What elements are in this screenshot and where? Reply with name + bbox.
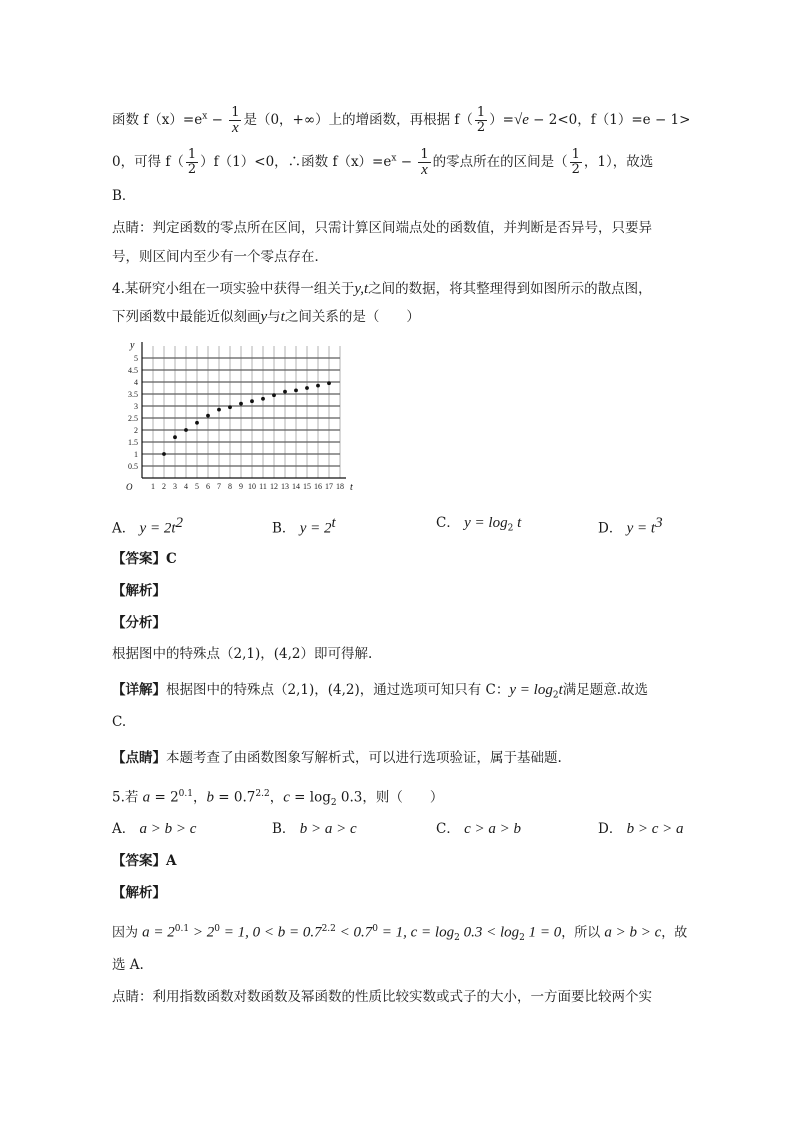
y-tick-label: 0.5 — [128, 462, 138, 471]
tick-labels — [126, 340, 353, 493]
text: 0，可得 f（ — [112, 154, 184, 170]
y-tick-label: 3 — [134, 402, 138, 411]
option-expr: b > a > c — [299, 821, 357, 837]
option-expr: t — [513, 515, 522, 531]
x-tick-label: 1 — [151, 482, 155, 491]
solution-5-line-1 — [112, 919, 688, 948]
text: ）f（1）<0，∴函数 f（x）=e — [200, 154, 392, 170]
data-point-16 — [327, 381, 331, 385]
denominator: 2 — [476, 120, 486, 135]
sub: 2 — [519, 932, 525, 943]
option-label: A． — [112, 520, 136, 537]
option-expr: y = t — [626, 520, 656, 537]
x-tick-label: 9 — [239, 482, 243, 491]
answer-4: 【答案】C — [112, 551, 177, 567]
option-b[interactable] — [272, 513, 336, 539]
math: y = log — [509, 682, 553, 698]
sup: 0.1 — [178, 789, 193, 799]
math: < 0.7 — [335, 924, 373, 941]
math: a > b > c — [604, 924, 662, 941]
solution-line-2 — [112, 148, 682, 177]
numerator: 1 — [571, 147, 580, 162]
sup: 0.1 — [174, 924, 190, 934]
text: 的零点所在的区间是（ — [432, 154, 568, 170]
option-label: D． — [598, 821, 623, 837]
sup: 0 — [372, 924, 379, 934]
data-point-14 — [305, 386, 309, 390]
y-tick-label: 5 — [134, 354, 138, 363]
text: 5.若 — [112, 789, 143, 806]
data-point-7 — [228, 405, 232, 409]
x-tick-label: 10 — [248, 482, 256, 491]
numerator: 1 — [476, 105, 486, 120]
text: 本题考查了由函数图象写解析式，可以进行选项验证，属于基础题. — [166, 750, 562, 766]
math: = 1, c = log — [378, 924, 455, 941]
math: 1 = 0 — [524, 924, 562, 941]
y-tick-label: 1.5 — [128, 438, 138, 447]
q5-option-d[interactable] — [598, 819, 684, 839]
math: y,t — [354, 281, 369, 297]
x-tick-label: 5 — [195, 482, 199, 491]
sup: 0 — [214, 924, 220, 934]
text: ）= — [489, 112, 514, 128]
y-tick-label: 1 — [134, 450, 138, 459]
question-5 — [112, 784, 682, 813]
origin-label: O — [126, 482, 133, 492]
axes — [142, 342, 346, 478]
grid — [142, 346, 340, 478]
option-label: B． — [272, 821, 296, 837]
sup: t — [331, 515, 336, 531]
option-expr: y = 2t — [139, 520, 176, 537]
denominator: x — [421, 162, 428, 178]
answer-5: 【答案】A — [112, 853, 177, 869]
denominator: 2 — [571, 162, 580, 177]
x-tick-label: 7 — [217, 482, 221, 491]
solution-5-line-2: 选 A. — [112, 957, 144, 973]
data-point-2 — [173, 435, 177, 439]
fraction — [570, 148, 582, 177]
text: 4.某研究小组在一项实验中获得一组关于 — [112, 281, 355, 297]
numerator: 1 — [420, 147, 429, 162]
math: = 1, 0 < b = 0.7 — [219, 924, 322, 941]
data-point-1 — [162, 452, 166, 456]
option-expr: b > c > a — [626, 821, 684, 837]
note-line-2: 号，则区间内至少有一个零点存在． — [112, 249, 328, 265]
note-5: 点睛：利用指数函数对数函数及幂函数的性质比较实数或式子的大小，一方面要比较两个实 — [112, 989, 652, 1005]
point-4 — [112, 748, 682, 768]
text: 满足题意.故选 — [562, 682, 649, 698]
sub: 2 — [507, 523, 514, 534]
option-expr: y = 2 — [299, 520, 332, 537]
text: ，故 — [661, 925, 688, 941]
text: − 2<0，f（1）=e − 1> — [528, 112, 691, 128]
data-point-15 — [316, 384, 320, 388]
y-tick-label: 3.5 — [128, 390, 138, 399]
text: 下列函数中最能近似刻画 — [112, 309, 261, 325]
text: = log — [289, 789, 331, 806]
x-tick-label: 4 — [184, 482, 188, 491]
q5-option-c[interactable] — [436, 819, 521, 839]
data-point-13 — [294, 389, 298, 393]
scatter-chart — [112, 336, 362, 496]
x-tick-label: 18 — [336, 482, 344, 491]
solution-line-3: B． — [112, 188, 136, 204]
option-label: B． — [272, 520, 296, 537]
y-tick-label: 2 — [134, 426, 138, 435]
text: 之间关系的是（ ） — [284, 309, 420, 325]
x-tick-label: 6 — [206, 482, 210, 491]
text: ，所以 — [561, 925, 605, 941]
option-a[interactable] — [112, 513, 183, 539]
solution-line-1 — [112, 105, 691, 136]
sup: x — [202, 111, 208, 122]
text: 根据图中的特殊点（2,1)，(4,2)，通过选项可知只有 C： — [166, 682, 510, 698]
x-tick-label: 2 — [162, 482, 166, 491]
option-label: A． — [112, 821, 136, 837]
data-point-12 — [283, 390, 287, 394]
data-point-11 — [272, 393, 276, 397]
y-tick-label: 4.5 — [128, 366, 138, 375]
x-tick-label: 11 — [259, 482, 267, 491]
denominator: x — [231, 120, 239, 136]
q5-option-b[interactable] — [272, 819, 357, 839]
x-tick-label: 12 — [270, 482, 278, 491]
sup: 3 — [655, 515, 663, 531]
math: y — [260, 309, 268, 325]
option-label: D． — [598, 520, 623, 537]
analysis-4-text: 根据图中的特殊点（2,1)，(4,2）即可得解. — [112, 646, 373, 662]
text: 因为 — [112, 925, 143, 941]
math: t — [558, 682, 563, 698]
math: a = 2 — [142, 924, 175, 941]
option-expr: a > b > c — [139, 821, 197, 837]
sub: 2 — [330, 798, 337, 809]
detail-4-line-2: C. — [112, 714, 127, 730]
text: 是（0，+∞）上的增函数，再根据 f（ — [243, 112, 473, 128]
x-tick-label: 16 — [314, 482, 322, 491]
data-point-3 — [184, 428, 188, 432]
numerator: 1 — [231, 105, 240, 120]
math: > 2 — [189, 924, 215, 941]
points — [162, 381, 331, 456]
analysis-4: 【分析】 — [112, 615, 166, 631]
question-4-line-2 — [112, 307, 682, 327]
y-axis-label: y — [130, 340, 135, 351]
fraction — [186, 148, 198, 177]
explain-5: 【解析】 — [112, 885, 166, 901]
text: ， — [192, 789, 207, 806]
denominator: 2 — [187, 162, 197, 177]
fraction — [475, 106, 487, 135]
text: ，1），故选 — [583, 154, 654, 170]
text: 与 — [267, 309, 281, 325]
question-4-line-1 — [112, 279, 682, 299]
fraction — [229, 106, 241, 135]
x-tick-label: 17 — [325, 482, 333, 491]
data-point-10 — [261, 397, 265, 401]
data-point-6 — [217, 408, 221, 412]
math: c — [283, 789, 290, 806]
sqrt-e: √e — [514, 112, 529, 128]
sup: 2.2 — [255, 789, 270, 799]
text: = 0.7 — [213, 789, 256, 806]
note-line-1: 点睛：判定函数的零点所在区间，只需计算区间端点处的函数值，并判断是否异号，只要异 — [112, 220, 652, 236]
x-tick-label: 13 — [281, 482, 289, 491]
sub: 2 — [552, 690, 559, 701]
text: ， — [269, 789, 284, 806]
x-tick-label: 8 — [228, 482, 232, 491]
text: − — [396, 154, 417, 170]
text: 函数 f（x）=e — [112, 112, 203, 128]
text: = 2 — [150, 789, 179, 806]
x-tick-label: 14 — [292, 482, 300, 491]
data-point-4 — [195, 421, 199, 425]
y-tick-label: 2.5 — [128, 414, 138, 423]
point-label: 【点睛】 — [112, 750, 166, 766]
math: a — [142, 789, 151, 806]
y-tick-label: 4 — [134, 378, 138, 387]
fraction — [418, 148, 430, 177]
option-label: C． — [436, 821, 460, 837]
q5-option-a[interactable] — [112, 819, 196, 839]
numerator: 1 — [187, 147, 197, 162]
x-tick-label: 3 — [173, 482, 177, 491]
option-c[interactable] — [436, 513, 521, 539]
x-axis-label: t — [350, 482, 353, 493]
option-expr: c > a > b — [464, 821, 522, 837]
sup: x — [391, 153, 397, 164]
sup: 2.2 — [321, 924, 336, 934]
text: 0.3，则（ ） — [336, 789, 444, 806]
explain-4: 【解析】 — [112, 583, 166, 599]
detail-4 — [112, 680, 682, 706]
data-point-8 — [239, 402, 243, 406]
detail-label: 【详解】 — [112, 682, 166, 698]
sup: 2 — [175, 515, 183, 531]
sub: 2 — [454, 932, 460, 943]
math: b — [206, 789, 214, 806]
math: 0.3 < log — [459, 924, 520, 941]
option-d[interactable] — [598, 513, 663, 539]
text: 之间的数据，将其整理得到如图所示的散点图， — [368, 281, 652, 297]
x-tick-label: 15 — [303, 482, 311, 491]
math: t — [280, 309, 285, 325]
data-point-5 — [206, 414, 210, 418]
option-label: C． — [436, 515, 460, 531]
data-point-9 — [250, 399, 254, 403]
text: − — [207, 112, 228, 128]
option-expr: y = log — [464, 515, 508, 531]
